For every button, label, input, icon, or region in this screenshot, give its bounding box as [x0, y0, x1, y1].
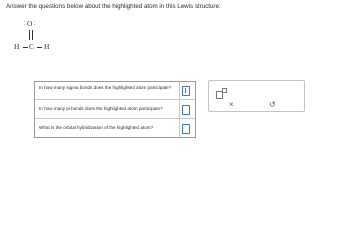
question-sigma-bonds: In how many sigma bonds does the highlighted atom participate? — [39, 85, 172, 90]
lewis-structure — [0, 0, 100, 60]
single-bond-right — [37, 47, 42, 48]
lone-pair-right: : — [34, 21, 36, 27]
question-pi-bonds: In how many pi bonds does the highlighted atom participate? — [39, 106, 163, 111]
hydrogen-atom-right: H — [44, 42, 50, 51]
carbon-atom: C — [29, 42, 35, 51]
double-bond-line-2 — [32, 30, 33, 40]
oxygen-atom: O — [27, 19, 33, 28]
superscript-exponent-box — [222, 88, 227, 93]
superscript-icon[interactable] — [216, 88, 224, 97]
answer-input-sigma[interactable] — [182, 86, 190, 96]
hydrogen-atom-left: H — [14, 42, 20, 51]
table-row — [35, 82, 195, 99]
clear-button[interactable]: × — [229, 100, 234, 109]
table-row — [35, 100, 195, 118]
answer-input-pi[interactable] — [182, 105, 190, 115]
table-row — [35, 119, 195, 137]
lone-pair-left: : — [24, 21, 26, 27]
answer-input-hybridization[interactable] — [182, 124, 190, 134]
undo-button[interactable]: ↺ — [269, 100, 276, 109]
question-prompt: Answer the questions below about the highlighted atom in this Lewis structure: — [6, 3, 221, 10]
question-hybridization: What is the orbital hybridization of the highlighted atom? — [39, 125, 154, 130]
question-table — [34, 81, 196, 138]
answer-tools-panel — [208, 80, 305, 112]
double-bond-line-1 — [29, 30, 30, 40]
single-bond-left — [23, 47, 28, 48]
